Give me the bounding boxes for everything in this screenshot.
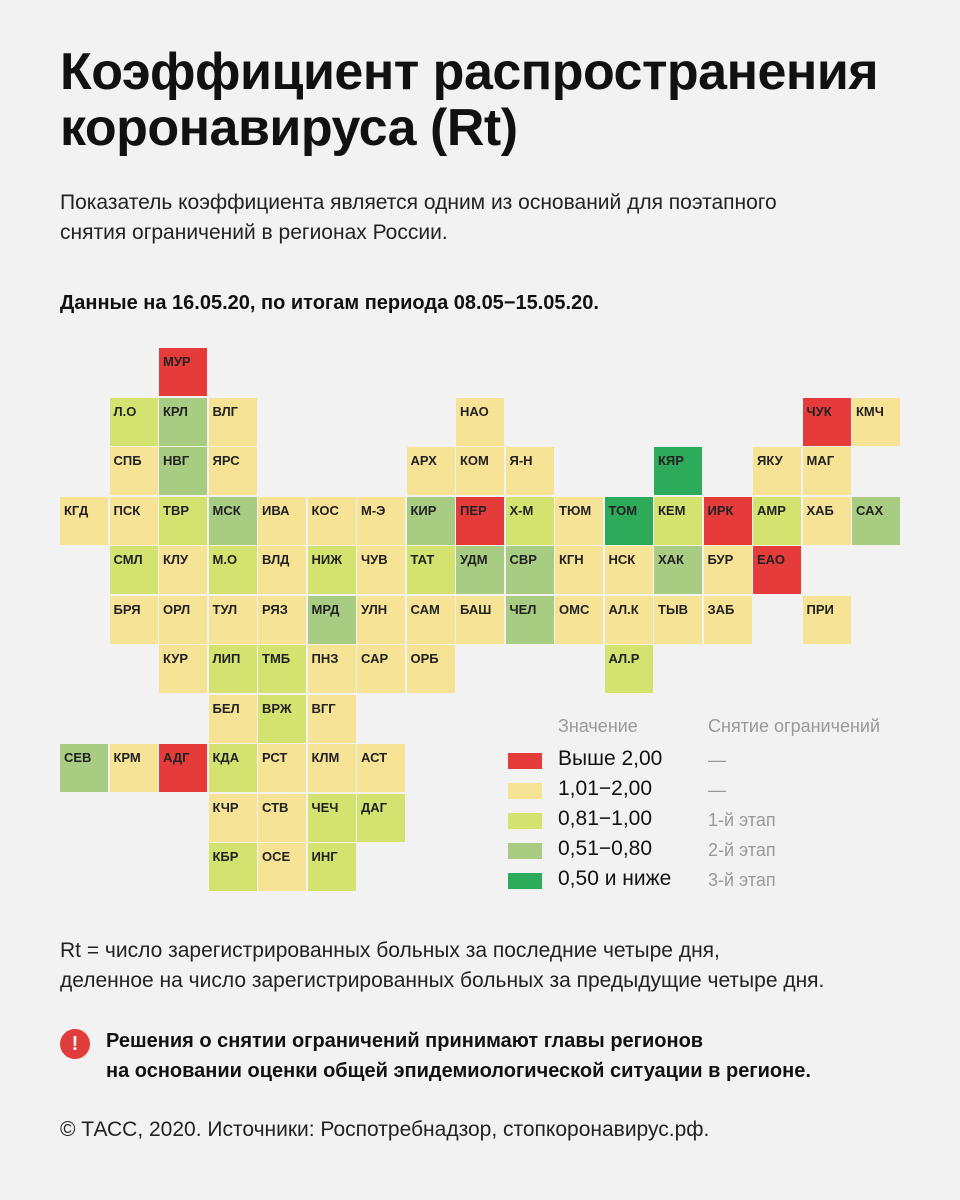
formula-line-1: Rt = число зарегистрированных больных за последние четыре дня, <box>60 939 720 962</box>
legend-swatch <box>508 873 542 889</box>
legend-stage: 1-й этап <box>708 810 776 830</box>
region-tile: ОМС <box>555 596 603 644</box>
region-tile: КЕМ <box>654 497 702 545</box>
region-tile: МСК <box>209 497 257 545</box>
legend-stage: 3-й этап <box>708 870 776 890</box>
region-tile: ЧЕЛ <box>506 596 554 644</box>
region-tile: ЧУВ <box>357 546 405 594</box>
region-tile: АДГ <box>159 744 207 792</box>
region-tile: КРМ <box>110 744 158 792</box>
region-tile: ВЛД <box>258 546 306 594</box>
region-tile: БАШ <box>456 596 504 644</box>
region-tile: КГН <box>555 546 603 594</box>
notice-line-1: Решения о снятии ограничений принимают главы регионов <box>106 1030 704 1052</box>
region-tile: КЛМ <box>308 744 356 792</box>
region-tile: Л.О <box>110 398 158 446</box>
region-tile: СПБ <box>110 447 158 495</box>
page-title <box>60 44 920 156</box>
region-tile: Х-М <box>506 497 554 545</box>
region-tile: АЛ.К <box>605 596 653 644</box>
region-tile: ХАБ <box>803 497 851 545</box>
region-tile: НВГ <box>159 447 207 495</box>
region-tile: КДА <box>209 744 257 792</box>
region-tile: КЛУ <box>159 546 207 594</box>
region-tile: МАГ <box>803 447 851 495</box>
region-tile: Я-Н <box>506 447 554 495</box>
region-tile: ЗАБ <box>704 596 752 644</box>
region-tile: ТЫВ <box>654 596 702 644</box>
legend-swatch <box>508 843 542 859</box>
formula-line-2: деленное на число зарегистрированных больных за предыдущие четыре дня. <box>60 969 825 992</box>
region-tile: ВЛГ <box>209 398 257 446</box>
region-tile: УДМ <box>456 546 504 594</box>
formula <box>60 936 940 996</box>
region-tile: РСТ <box>258 744 306 792</box>
legend-row <box>508 809 928 839</box>
region-tile: ЯРС <box>209 447 257 495</box>
subtitle-line-2: снятия ограничений в регионах России. <box>60 221 448 244</box>
legend-swatch <box>508 753 542 769</box>
region-tile: ПНЗ <box>308 645 356 693</box>
region-tile: ПРИ <box>803 596 851 644</box>
region-tile: КУР <box>159 645 207 693</box>
data-date: Данные на 16.05.20, по итогам периода 08.05−15.05.20. <box>60 292 599 314</box>
region-tile: КРЛ <box>159 398 207 446</box>
region-tile: АРХ <box>407 447 455 495</box>
region-tile: ПЕР <box>456 497 504 545</box>
region-tile: ЕАО <box>753 546 801 594</box>
region-tile: ОРЛ <box>159 596 207 644</box>
region-tile: ИНГ <box>308 843 356 891</box>
legend <box>508 716 928 896</box>
region-tile: М.О <box>209 546 257 594</box>
legend-head-stage: Снятие ограничений <box>708 716 881 736</box>
region-tile: ВГГ <box>308 695 356 743</box>
legend-range: 0,51−0,80 <box>558 837 653 860</box>
region-tile: ИРК <box>704 497 752 545</box>
notice <box>106 1026 936 1086</box>
legend-swatch <box>508 813 542 829</box>
region-tile: АМР <box>753 497 801 545</box>
region-tile: НИЖ <box>308 546 356 594</box>
legend-range: Выше 2,00 <box>558 747 663 770</box>
exclamation-icon: ! <box>60 1029 90 1059</box>
region-tile: КМЧ <box>852 398 900 446</box>
legend-range: 0,81−1,00 <box>558 807 653 830</box>
region-tile: САР <box>357 645 405 693</box>
region-tile: УЛН <box>357 596 405 644</box>
region-tile: ПСК <box>110 497 158 545</box>
legend-range: 1,01−2,00 <box>558 777 653 800</box>
region-tile: КГД <box>60 497 108 545</box>
legend-stage: 2-й этап <box>708 840 776 860</box>
region-tile: СВР <box>506 546 554 594</box>
region-tile: ТОМ <box>605 497 653 545</box>
legend-stage: — <box>708 750 726 770</box>
region-tile: ЯКУ <box>753 447 801 495</box>
region-tile: ОРБ <box>407 645 455 693</box>
region-tile: АСТ <box>357 744 405 792</box>
region-tile: ТМБ <box>258 645 306 693</box>
region-tile: КБР <box>209 843 257 891</box>
subtitle-line-1: Показатель коэффициента является одним из оснований для поэтапного <box>60 191 777 214</box>
legend-swatch <box>508 783 542 799</box>
region-tile: ТВР <box>159 497 207 545</box>
region-tile: МРД <box>308 596 356 644</box>
legend-head-value: Значение <box>558 716 638 736</box>
title-line-1: Коэффициент распространения <box>60 43 879 101</box>
legend-stage: — <box>708 780 726 800</box>
region-tile: КОС <box>308 497 356 545</box>
region-tile: ЧУК <box>803 398 851 446</box>
legend-range: 0,50 и ниже <box>558 867 672 890</box>
region-tile: ИВА <box>258 497 306 545</box>
region-tile: БЕЛ <box>209 695 257 743</box>
legend-row <box>508 869 928 899</box>
region-tile: КИР <box>407 497 455 545</box>
region-tile: ХАК <box>654 546 702 594</box>
footer-source: © ТАСС, 2020. Источники: Роспотребнадзор, стопкоронавирус.рф. <box>60 1118 710 1141</box>
region-tile: КОМ <box>456 447 504 495</box>
region-tile: ОСЕ <box>258 843 306 891</box>
region-tile: РЯЗ <box>258 596 306 644</box>
region-tile: ТУЛ <box>209 596 257 644</box>
notice-line-2: на основании оценки общей эпидемиологической ситуации в регионе. <box>106 1060 811 1082</box>
region-tile: СЕВ <box>60 744 108 792</box>
legend-row <box>508 749 928 779</box>
region-tile: ДАГ <box>357 794 405 842</box>
legend-row <box>508 839 928 869</box>
region-tile: БУР <box>704 546 752 594</box>
region-tile: МУР <box>159 348 207 396</box>
region-tile: БРЯ <box>110 596 158 644</box>
region-tile: ТЮМ <box>555 497 603 545</box>
region-tile: САМ <box>407 596 455 644</box>
region-tile: ТАТ <box>407 546 455 594</box>
title-line-2: коронавируса (Rt) <box>60 99 518 157</box>
region-tile: НСК <box>605 546 653 594</box>
region-tile: ВРЖ <box>258 695 306 743</box>
region-tile: НАО <box>456 398 504 446</box>
region-tile: СТВ <box>258 794 306 842</box>
region-tile: КЯР <box>654 447 702 495</box>
region-tile: САХ <box>852 497 900 545</box>
legend-row <box>508 779 928 809</box>
region-tile: ЧЕЧ <box>308 794 356 842</box>
region-tile: ЛИП <box>209 645 257 693</box>
region-tile: КЧР <box>209 794 257 842</box>
region-tile: СМЛ <box>110 546 158 594</box>
region-tile: М-Э <box>357 497 405 545</box>
region-tile: АЛ.Р <box>605 645 653 693</box>
subtitle <box>60 188 920 248</box>
